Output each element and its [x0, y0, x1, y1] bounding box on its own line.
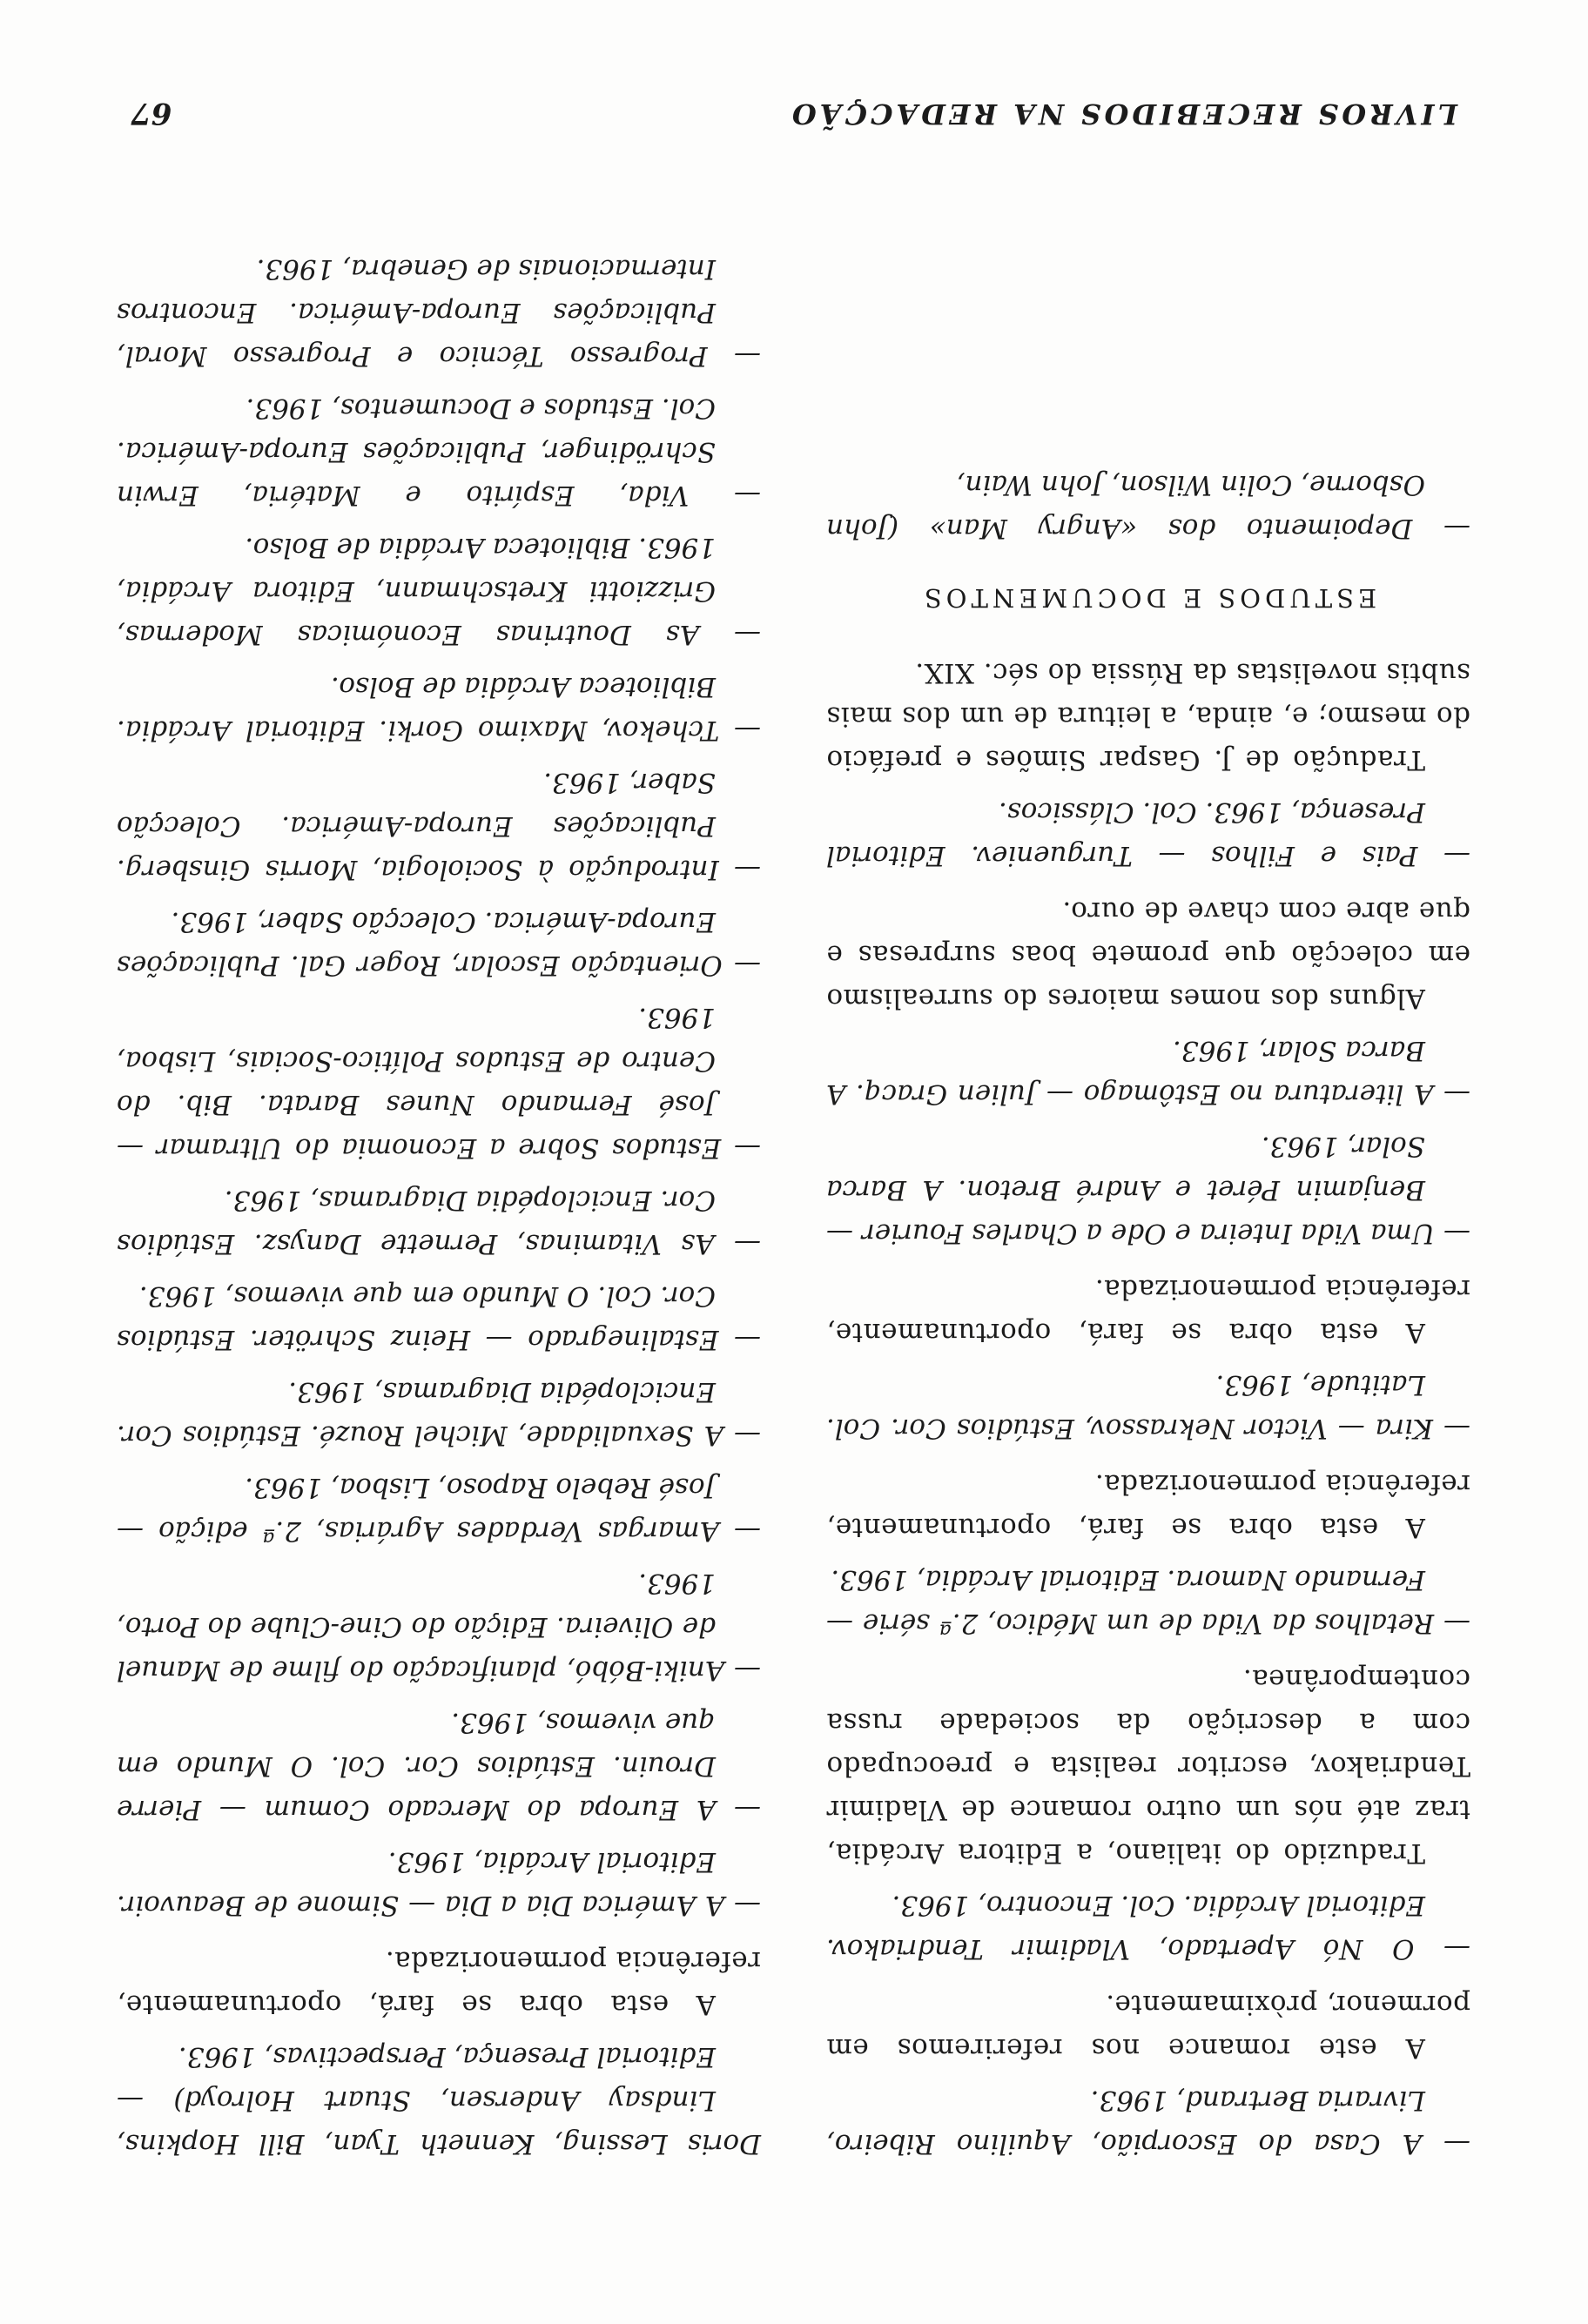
- left-column: [826, 454, 1470, 2166]
- book-entry: — Amargas Verdades Agrárias, 2.ª edição — José Rebelo Raposo, Lisboa, 1963.: [117, 1472, 761, 1547]
- review-note: Traduzido do italiano, a Editora Arcádia, traz até nós um outro romance de Vladimir Tendriakov, escritor realista e preocupado com a descrição da sociedade russa contemporânea.: [826, 1663, 1470, 1869]
- book-entry: — Uma Vida Inteira e Ode a Charles Fourier — Benjamin Péret e André Breton. A Barca Solar, 1963.: [826, 1131, 1470, 1249]
- section-heading: ESTUDOS E DOCUMENTOS: [919, 583, 1377, 613]
- book-entry: — Depoimento dos «Angry Man» (John Osborne, Colin Wilson, John Wain,: [826, 469, 1470, 544]
- book-entry: — Introdução à Sociologia, Morris Ginsberg. Publicações Europa-América. Colecção Saber, 1963.: [117, 767, 761, 885]
- book-entry: — Aniki-Bóbó, planificação do filme de Manuel de Oliveira. Edição do Cine-Clube do Porto, 1963.: [117, 1568, 761, 1686]
- review-note: A esta obra se fará, oportunamente, referência pormenorizada.: [117, 1945, 761, 2020]
- review-note: A este romance nos referiremos em pormenor, pròximamente.: [826, 1989, 1470, 2064]
- review-note: A esta obra se fará, oportunamente, referência pormenorizada.: [826, 1273, 1470, 1348]
- book-entry: — Tchekov, Maximo Gorki. Editorial Arcádia. Biblioteca Arcádia de Bolso.: [117, 671, 761, 746]
- book-entry: — Estalinegrado — Heinz Schröter. Estúdios Cor. Col. O Mundo em que vivemos, 1963.: [117, 1280, 761, 1355]
- book-entry: — O Nó Apertado, Vladimir Tendriakov. Editorial Arcádia. Col. Encontro, 1963.: [826, 1890, 1470, 1965]
- review-note: Tradução de J. Gaspar Simões e prefácio do mesmo; e, ainda, a leitura de um dos mais subtis novelistas da Rússia do séc. XIX.: [826, 657, 1470, 776]
- book-entry: — Vida, Espírito e Matéria, Erwin Schrödinger, Publicações Europa-América. Col. Estudos e Documentos, 1963.: [117, 393, 761, 511]
- running-head: [131, 78, 1457, 131]
- book-entry: — Progresso Técnico e Progresso Moral, Publicações Europa-América. Encontros Internacionais de Genebra, 1963.: [117, 253, 761, 372]
- running-title: LIVROS RECEBIDOS NA REDACÇÃO: [788, 97, 1457, 131]
- book-entry: — A Casa do Escorpião, Aquilino Ribeiro, Livraria Bertrand, 1963.: [826, 2085, 1470, 2159]
- review-note: Alguns dos nomes maiores do surrealismo em colecção que promete boas surpresas e que abre com chave de ouro.: [826, 896, 1470, 1014]
- book-entry: — As Vitaminas, Pernette Danysz. Estúdios Cor. Enciclopédia Diagramas, 1963.: [117, 1185, 761, 1259]
- book-entry: — Retalhos da Vida de um Médico, 2.ª série — Fernando Namora. Editorial Arcádia, 1963.: [826, 1564, 1470, 1639]
- book-entry: — Estudos Sobre a Economia do Ultramar — José Fernando Nunes Barata. Bib. do Centro de Estudos Político-Sociais, Lisboa, 1963.: [117, 1002, 761, 1164]
- book-entry: — A literatura no Estômago — Julien Gracq. A Barca Solar, 1963.: [826, 1035, 1470, 1110]
- page-number: 67: [131, 96, 172, 131]
- book-entry: — A Sexualidade, Michel Rouzé. Estúdios Cor. Enciclopédia Diagramas, 1963.: [117, 1376, 761, 1451]
- right-column: [117, 238, 761, 2166]
- book-entry: Doris Lessing, Kenneth Tyan, Bill Hopkins, Lindsay Andersen, Stuart Holroyd) — Editorial Presença, Perspectivas, 1963.: [117, 2041, 761, 2159]
- book-entry: — Pais e Filhos — Turgueniev. Editorial Presença, 1963. Col. Clássicos.: [826, 796, 1470, 871]
- book-entry: — Kira — Victor Nekrassov, Estúdios Cor. Col. Latitude, 1963.: [826, 1369, 1470, 1444]
- book-entry: — A Europa do Mercado Comum — Pierre Drouin. Estúdios Cor. Col. O Mundo em que vivemos, 1963.: [117, 1707, 761, 1825]
- book-entry: — Orientação Escolar, Roger Gal. Publicações Europa-América. Colecção Saber, 1963.: [117, 906, 761, 981]
- book-entry: — A América Dia a Dia — Simone de Beauvoir. Editorial Arcádia, 1963.: [117, 1846, 761, 1921]
- book-entry: — As Doutrinas Económicas Modernas, Grizziotti Kretschmann, Editora Arcádia, 1963. Biblioteca Arcádia de Bolso.: [117, 532, 761, 650]
- review-note: A esta obra se fará, oportunamente, referência pormenorizada.: [826, 1468, 1470, 1543]
